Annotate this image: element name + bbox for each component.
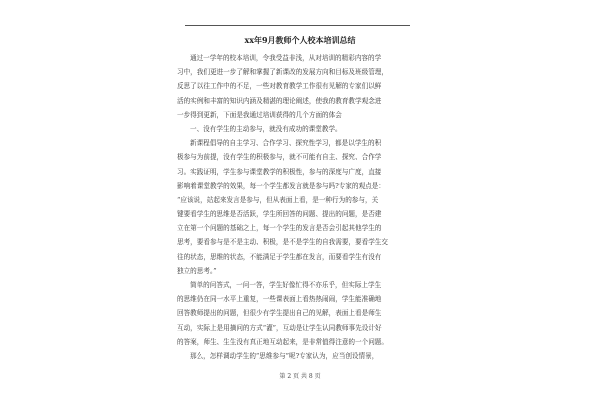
body-line: 一、没有学生的主动参与，就没有成功的课堂教学。 [190, 124, 342, 133]
body-line: 通过一学年的校本培训，令我受益非浅，从对培训的精彩内容的学 [190, 54, 382, 62]
body-line: 影响着课堂教学的效果，每一个学生都发言就是参与吗?专家的观点是： [177, 181, 385, 190]
body-line: 极参与为前提，没有学生的积极参与，就不可能有自主、探究、合作学 [177, 153, 382, 162]
body-line: 那么，怎样调动学生的“思维参与”呢?专家认为，应当创设情景， [190, 351, 379, 360]
page-number-footer: 第 2 页 共 8 页 [279, 373, 321, 380]
document-body [177, 51, 425, 363]
body-line: 互动，实际上是用摘问的方式“灌”，互动是让学生认同教师事先设计好 [177, 323, 382, 332]
body-line: 简单的问答式，一问一答，学生好像忙得不亦乐乎，但实际上学生 [190, 281, 382, 289]
body-line: 习中，我们更进一步了解和掌握了新课改的发展方向和目标及班级管理， [177, 68, 388, 77]
body-line: 立在第一个问题的基础之上，每一个学生的发言是否会引起其他学生的 [177, 224, 382, 233]
body-line: 习。实践证明，学生参与课堂教学的积极性，参与的深度与广度，直接 [177, 167, 382, 176]
header-rule [185, 25, 410, 26]
document-title: xx年9月教师个人校本培训总结 [244, 35, 356, 45]
body-line: 反思了以往工作中的不足，一些对教育教学工作很有见解的专家们以鲜 [177, 82, 382, 91]
body-line: 的答案，师生、生生没有真正地互动起来，是非常值得注意的一个问题。 [177, 337, 388, 346]
body-line: 活的实例和丰富的知识内涵及精湛的理论阐述，使我的教育教学观念进 [177, 96, 382, 105]
body-line: 的思维仍在同一水平上重复，一些课表面上看热热闹闹，学生能准确地 [177, 295, 382, 304]
body-line: 键要看学生的思维是否活跃，学生所回答的问题、提出的问题，是否建 [177, 210, 382, 219]
body-line: 思考，要看参与是不是主动、积极，是不是学生的自我需要，要看学生交 [177, 238, 388, 247]
body-line: 独立的思考。” [177, 266, 217, 275]
body-line: “应该说，站起来发言是参与，但从表面上看，是一种行为的参与，关 [177, 195, 379, 204]
body-line: 新课程倡导的自主学习、合作学习、探究性学习，都是以学生的积 [190, 139, 382, 148]
body-line: 回答教师提出的问题，但很少有学生提出自己的见解，表面上看是师生 [177, 309, 382, 318]
body-line: 往的状态，思维的状态，不能满足于学生都在发言，而要看学生有没有 [177, 252, 382, 261]
body-line: 一步得到更新，下面是我通过培训获得的几个方面的体会 [177, 110, 342, 119]
